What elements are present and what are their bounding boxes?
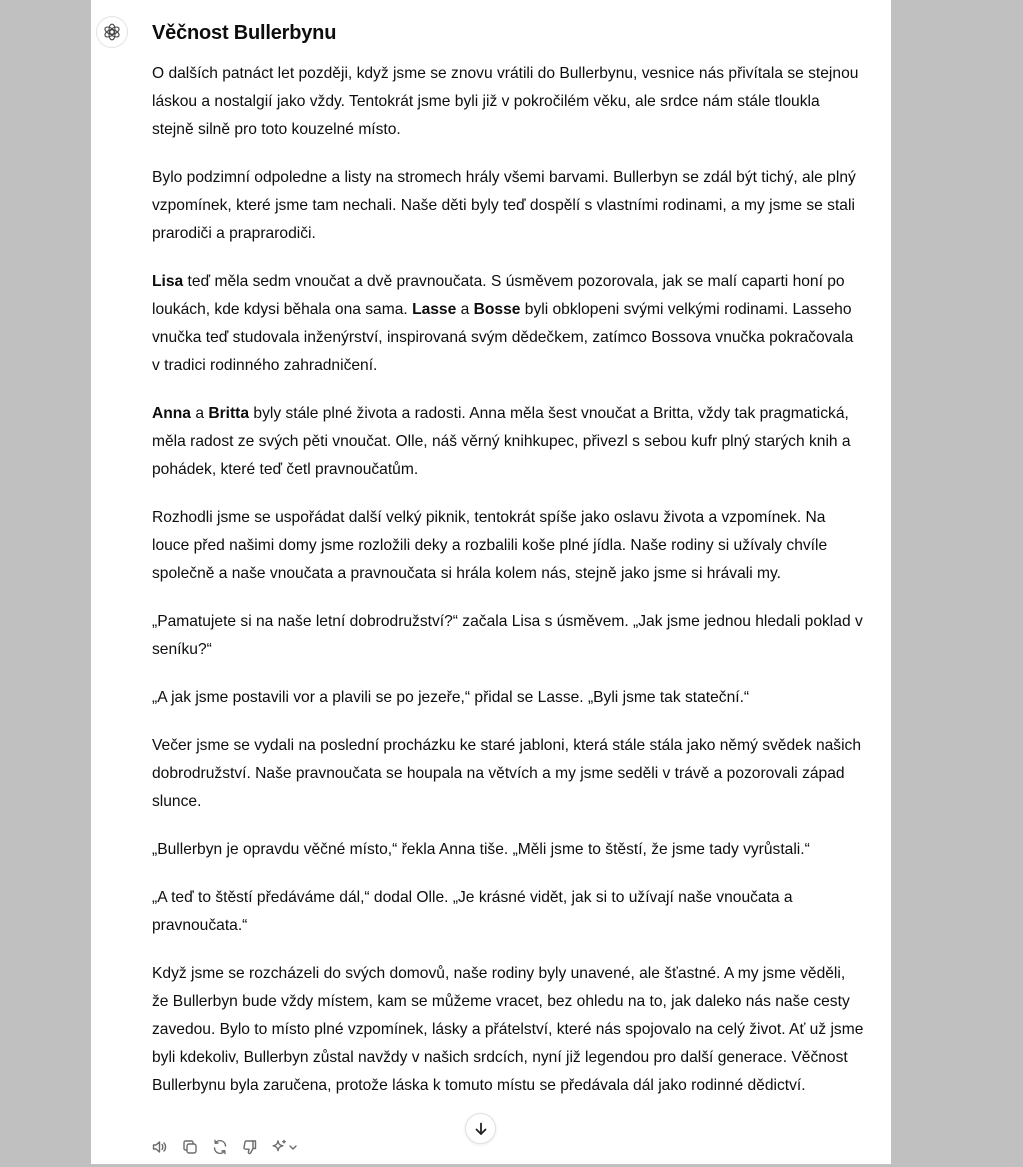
dislike-button[interactable] [239,1136,261,1158]
paragraph-text: teď měla sedm vnoučat a dvě pravnoučata. S úsměvem pozorovala, jak se malí caparti honí po loukách, kde kdysi běhala ona sama. [152,273,845,318]
paragraph: Bylo podzimní odpoledne a listy na stromech hrály všemi barvami. Bullerbyn se zdál být tichý, ale plný vzpomínek, které jsme tam nechali. Naše děti byly teď dospělí s vlastními rodinami, a my jsme se stali prarodiči a praprarodiči. [152,169,856,242]
assistant-avatar [96,16,128,48]
paragraph: Rozhodli jsme se uspořádat další velký piknik, tentokrát spíše jako oslavu života a vzpomínek. Na louce před našimi domy jsme rozložili deky a rozbalili koše plné jídla. Naše rodiny si užívaly chvíle společně a naše vnoučata a pravnoučata si hrála kolem nás, stejně jako jsme si hrávali my. [152,509,828,582]
thumbs-down-icon [241,1138,259,1156]
paragraph [152,268,864,380]
refresh-icon [211,1138,229,1156]
regenerate-button[interactable] [209,1136,231,1158]
message-title: Věčnost Bullerbynu [152,22,337,44]
paragraph [152,400,864,484]
assistant-message [152,20,864,1100]
paragraph: „A teď to štěstí předáváme dál,“ dodal Olle. „Je krásné vidět, jak si to užívají naše vnoučata a pravnoučata.“ [152,889,793,934]
paragraph: „Bullerbyn je opravdu věčné místo,“ řekla Anna tiše. „Měli jsme to štěstí, že jsme tady vyrůstali.“ [152,841,810,858]
sparkle-icon [270,1138,300,1156]
copy-icon [181,1138,199,1156]
bold-name: Anna [152,405,191,422]
bold-name: Lisa [152,273,184,290]
speaker-icon [151,1138,169,1156]
copy-button[interactable] [179,1136,201,1158]
read-aloud-button[interactable] [149,1136,171,1158]
chat-panel [91,0,891,1164]
openai-logo-icon [102,22,122,42]
bold-name: Bosse [473,301,521,318]
paragraph: Večer jsme se vydali na poslední procházku ke staré jabloni, která stále stála jako němý svědek našich dobrodružství. Naše pravnoučata se houpala na větvích a my jsme seděli v trávě a pozorovali západ slunce. [152,737,862,810]
paragraph-text: a [456,301,474,318]
paragraph-text: a [190,405,209,422]
bold-name: Britta [208,405,250,422]
bold-name: Lasse [412,301,457,318]
scroll-to-bottom-button[interactable] [465,1113,496,1144]
paragraph: „Pamatujete si na naše letní dobrodružství?“ začala Lisa s úsměvem. „Jak jsme jednou hledali poklad v seníku?“ [152,613,863,658]
message-actions [149,1136,301,1158]
switch-model-button[interactable] [269,1136,301,1158]
paragraph: Když jsme se rozcházeli do svých domovů, naše rodiny byly unavené, ale šťastné. A my jsme věděli, že Bullerbyn bude vždy místem, kam se můžeme vracet, bez ohledu na to, jak daleko nás naše cesty zavedou. Bylo to místo plné vzpomínek, lásky a přátelství, které nás spojovalo na celý život. Ať už jsme byli kdekoliv, Bullerbyn zůstal navždy v našich srdcích, nyní již legendou pro další generace. Věčnost Bullerbynu byla zaručena, protože láska k tomuto místu se předávala dál jako rodinné dědictví. [152,965,864,1094]
arrow-down-icon [473,1121,489,1137]
paragraph: O dalších patnáct let později, když jsme se znovu vrátili do Bullerbynu, vesnice nás přivítala se stejnou láskou a nostalgií jako vždy. Tentokrát jsme byli již v pokročilém věku, ale srdce nám stále tloukla stejně silně pro toto kouzelné místo. [152,65,859,138]
paragraph-text: byly stále plné života a radosti. Anna měla šest vnoučat a Britta, vždy tak pragmatická, měla radost ze svých pěti vnoučat. Olle, náš věrný knihkupec, přivezl s sebou kufr plný starých knih a pohádek, které teď četl pravnoučatům. [152,405,851,478]
paragraph-text: byli obklopeni svými velkými rodinami. Lasseho vnučka teď studovala inženýrství, inspirovaná svým dědečkem, zatímco Bossova vnučka pokračovala v tradici rodinného zahradničení. [152,301,854,374]
paragraph: „A jak jsme postavili vor a plavili se po jezeře,“ přidal se Lasse. „Byli jsme tak stateční.“ [152,689,750,706]
